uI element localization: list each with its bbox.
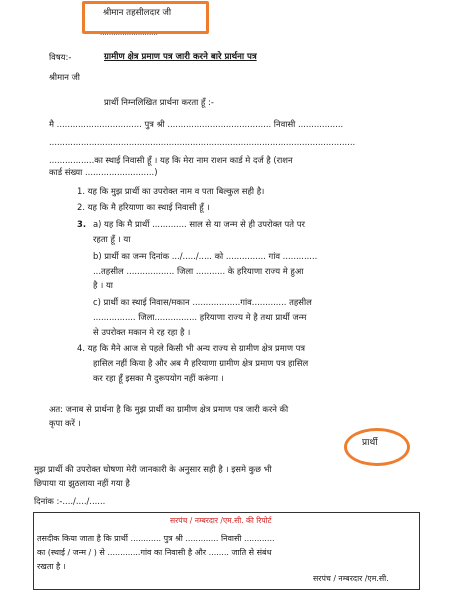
point-3c-line-1: c) प्रार्थी का स्थाई निवास/मकान ..................गांव............. तहसील xyxy=(93,297,312,307)
applicant-details-line-4: कार्ड संख्या ..........................) xyxy=(49,167,158,177)
applicant-label: प्रार्थी xyxy=(362,438,378,448)
certificate-line-3: रखता है । xyxy=(37,562,66,571)
point-4-line-1: 4. यह कि मैने आज से पहले किसी भी अन्य राज्य से ग्रामीण क्षेत्र प्रमाण पत्र xyxy=(77,343,306,353)
subject-text: ग्रामीण क्षेत्र प्रमाण पत्र जारी करने बारे प्रार्थना पत्र xyxy=(104,52,257,62)
point-3b-line-2: ...तहसील .................. जिला ........... के हरियाणा राज्य मे हुआ xyxy=(93,266,304,276)
addressee-line: श्रीमान तहसीलदार जी xyxy=(103,8,172,18)
certificate-title: सरपंच / नम्बरदार /एम.सी. की रिपोर्ट xyxy=(170,516,272,525)
subject-label: विषय:- xyxy=(49,52,72,62)
point-3c-line-2: ................ जिला................ हरियाणा राज्य मे है तथा प्रार्थी जन्म xyxy=(93,312,307,322)
applicant-details-line-1: मै ................................ पुत्र श्री ....................................... निवासी ................. xyxy=(49,119,344,129)
point-3a-line-2: रहता हूँ । या xyxy=(93,234,131,244)
closing-line-1: अत: जनाब से प्रार्थना है कि मुझ प्रार्थी का ग्रामीण क्षेत्र प्रमाण पत्र जारी करने की xyxy=(49,404,289,414)
point-4-line-2: हासिल नहीं किया है और अब मै हरियाणा ग्रामीण क्षेत्र प्रमाण पत्र हासिल xyxy=(93,358,309,368)
certificate-line-2: का (स्थाई / जन्म / ) से .............गांव का निवासी है और ........ जाति से संबंध xyxy=(37,548,272,557)
point-4-line-3: कर रहा हूँ इसका मै दुरूपयोग नहीं करूंगा । xyxy=(93,373,224,383)
closing-line-2: कृपा करें । xyxy=(49,418,81,428)
applicant-details-line-2: ................................................................................................................... xyxy=(49,137,356,147)
point-1: 1. यह कि मुझ प्रार्थी का उपरोक्त नाम व पता बिल्कुल सही है। xyxy=(77,186,265,196)
point-3-number: 3. xyxy=(77,219,87,229)
declaration-line-1: मुझ प्रार्थी की उपरोक्त घोषणा मेरी जानकारी के अनुसार सही है । इसमे कुछ भी xyxy=(34,464,272,474)
certificate-signature: सरपंच / नम्बरदार /एम.सी. xyxy=(313,574,389,583)
salutation: श्रीमान जी xyxy=(49,72,80,82)
point-3c-line-3: से उपरोक्त मकान मे रह रहा है । xyxy=(93,327,191,337)
certificate-line-1: तसदीक किया जाता है कि प्रार्थी ............ पुत्र श्री ............. निवासी ............ xyxy=(37,534,275,543)
point-3b-line-1: b) प्रार्थी का जन्म दिनांक .../...../..... को ............... गांव ............. xyxy=(93,251,318,261)
point-3b-line-3: है । या xyxy=(93,280,113,290)
declaration-line-2: छिपाया या झुठलाया नहीं गया है xyxy=(34,478,130,488)
point-2: 2. यह कि मै हरियाणा का स्थाई निवासी हूँ । xyxy=(77,202,210,212)
applicant-details-line-3: .................का स्थाई निवासी हूँ । यह कि मेरा नाम राशन कार्ड मे दर्ज है (राशन xyxy=(49,155,293,165)
point-3a-line-1: a) यह कि मै प्रार्थी ............. साल से या जन्म से ही उपरोक्त पते पर xyxy=(93,219,305,229)
declaration-date: दिनांक :-..../..../...... xyxy=(34,496,106,506)
addressee-dots: .......................... xyxy=(100,29,158,37)
intro-line: प्रार्थी निम्नलिखित प्रार्थना करता हूँ :- xyxy=(104,97,214,107)
